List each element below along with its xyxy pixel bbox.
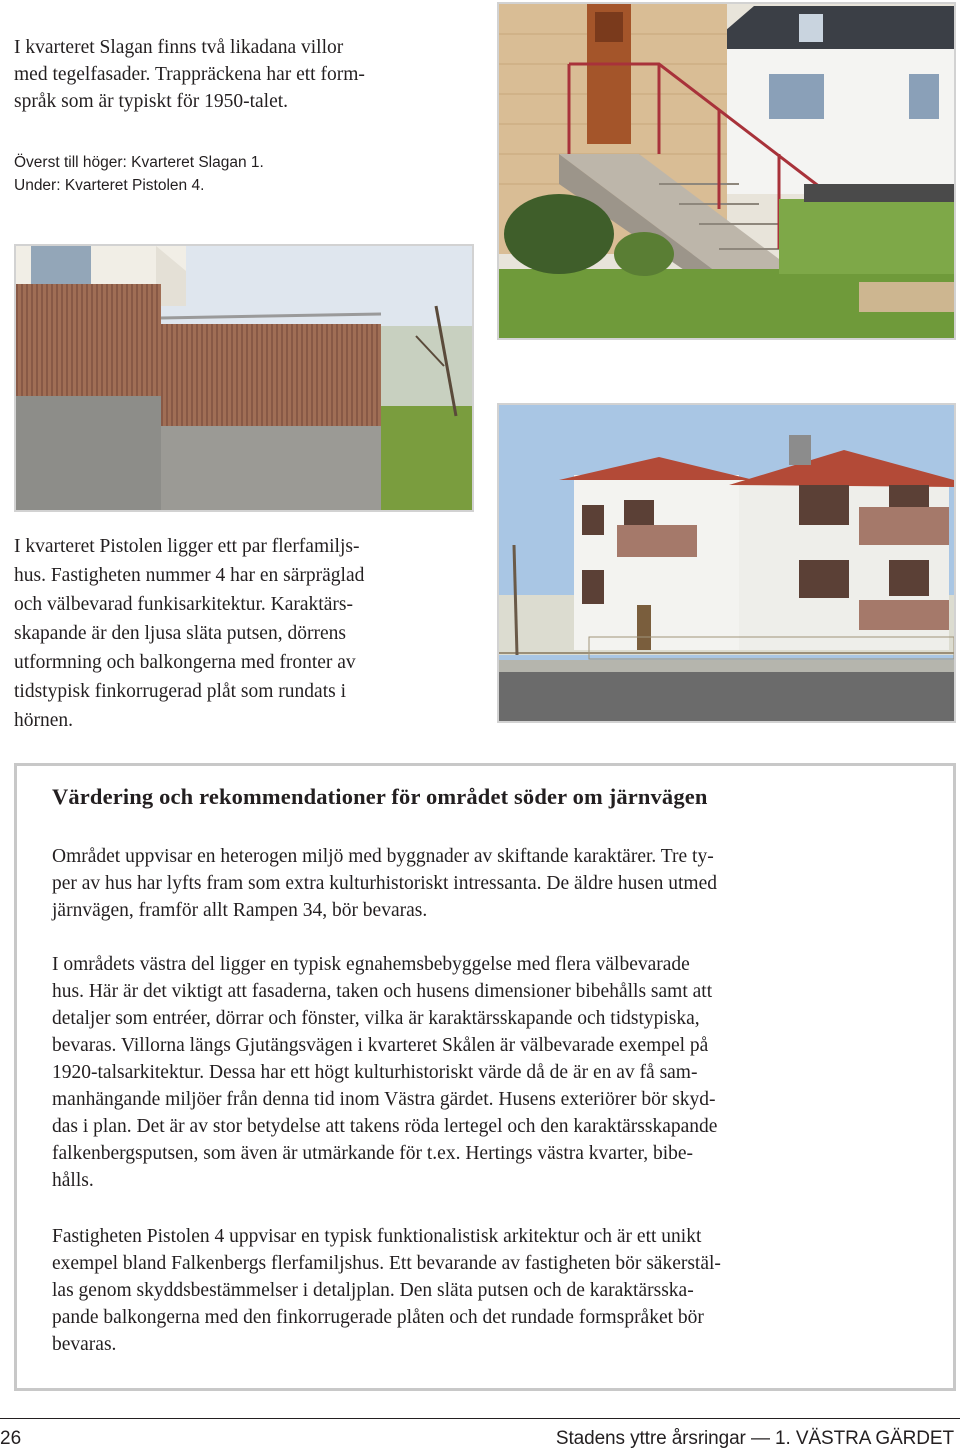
- running-title: Stadens yttre årsringar — 1. VÄSTRA GÄRDET: [555, 1428, 954, 1449]
- pistolen-line: och välbevarad funkisarkitektur. Karaktärs-: [14, 594, 353, 615]
- intro-paragraph: [14, 34, 484, 115]
- photo-corrugated-balcony: [14, 244, 474, 512]
- recommendations-paragraph-1: [52, 843, 922, 924]
- intro-line: språk som är typiskt för 1950-talet.: [14, 91, 289, 112]
- recommendations-paragraph-2: [52, 951, 922, 1194]
- caption-line: Överst till höger: Kvarteret Slagan 1.: [14, 154, 264, 171]
- paragraph-line: bevaras. Villorna längs Gjutängsvägen i kvarteret Skålen är välbevarade exempel på: [52, 1035, 709, 1056]
- pistolen-line: tidstypisk finkorrugerad plåt som rundats i: [14, 681, 346, 702]
- paragraph-line: hus. Här är det viktigt att fasaderna, taken och husens dimensioner bibehålls samt att: [52, 981, 713, 1002]
- intro-line: I kvarteret Slagan finns två likadana villor: [14, 37, 344, 58]
- page-number: 26: [0, 1428, 22, 1449]
- paragraph-line: pande balkongerna med den finkorrugerade plåten och det rundade formspråket bör: [52, 1307, 704, 1328]
- pistolen-line: hörnen.: [14, 710, 74, 731]
- recommendations-paragraph-3: [52, 1223, 922, 1358]
- paragraph-line: bevaras.: [52, 1334, 117, 1355]
- pistolen-line: utformning och balkongerna med fronter av: [14, 652, 356, 673]
- recommendations-heading: Värdering och rekommendationer för området söder om järnvägen: [52, 784, 708, 809]
- paragraph-line: las genom skyddsbestämmelser i detaljplan. Den släta putsen och de karaktärsska-: [52, 1280, 694, 1301]
- paragraph-line: exempel bland Falkenbergs flerfamiljshus. Ett bevarande av fastigheten bör säkerstäl-: [52, 1253, 721, 1274]
- paragraph-line: per av hus har lyfts fram som extra kulturhistoriskt intressanta. De äldre husen utmed: [52, 873, 717, 894]
- paragraph-line: manhängande miljöer från denna tid inom Västra gärdet. Husens exteriörer bör skyd-: [52, 1089, 716, 1110]
- paragraph-line: Området uppvisar en heterogen miljö med byggnader av skiftande karaktärer. Tre ty-: [52, 846, 714, 867]
- paragraph-line: das i plan. Det är av stor betydelse att takens röda lertegel och den karaktärsskapande: [52, 1116, 718, 1137]
- pistolen-paragraph: [14, 532, 484, 735]
- paragraph-line: I områdets västra del ligger en typisk egnahemsbebyggelse med flera välbevarade: [52, 954, 690, 975]
- intro-line: med tegelfasader. Trappräckena har ett form-: [14, 64, 365, 85]
- footer-rule: [0, 1418, 960, 1419]
- caption-line: Under: Kvarteret Pistolen 4.: [14, 177, 205, 194]
- photo-slagan-villa: [497, 2, 956, 340]
- pistolen-line: hus. Fastigheten nummer 4 har en särpräglad: [14, 565, 365, 586]
- photo-pistolen-apartment: [497, 403, 956, 723]
- paragraph-line: järnvägen, framför allt Rampen 34, bör bevaras.: [52, 900, 428, 921]
- paragraph-line: Fastigheten Pistolen 4 uppvisar en typisk funktionalistisk arkitektur och är ett unikt: [52, 1226, 702, 1247]
- paragraph-line: detaljer som entréer, dörrar och fönster, vilka är karaktärsskapande och tidstypiska,: [52, 1008, 700, 1029]
- pistolen-line: I kvarteret Pistolen ligger ett par flerfamiljs-: [14, 536, 360, 557]
- photo-caption: [14, 151, 484, 197]
- paragraph-line: hålls.: [52, 1170, 94, 1191]
- paragraph-line: falkenbergsputsen, som även är utmärkande för t.ex. Hertings västra kvarter, bibe-: [52, 1143, 694, 1164]
- paragraph-line: 1920-talsarkitektur. Dessa har ett högt kulturhistoriskt värde då de är en av få sam-: [52, 1062, 698, 1083]
- pistolen-line: skapande är den ljusa släta putsen, dörrens: [14, 623, 346, 644]
